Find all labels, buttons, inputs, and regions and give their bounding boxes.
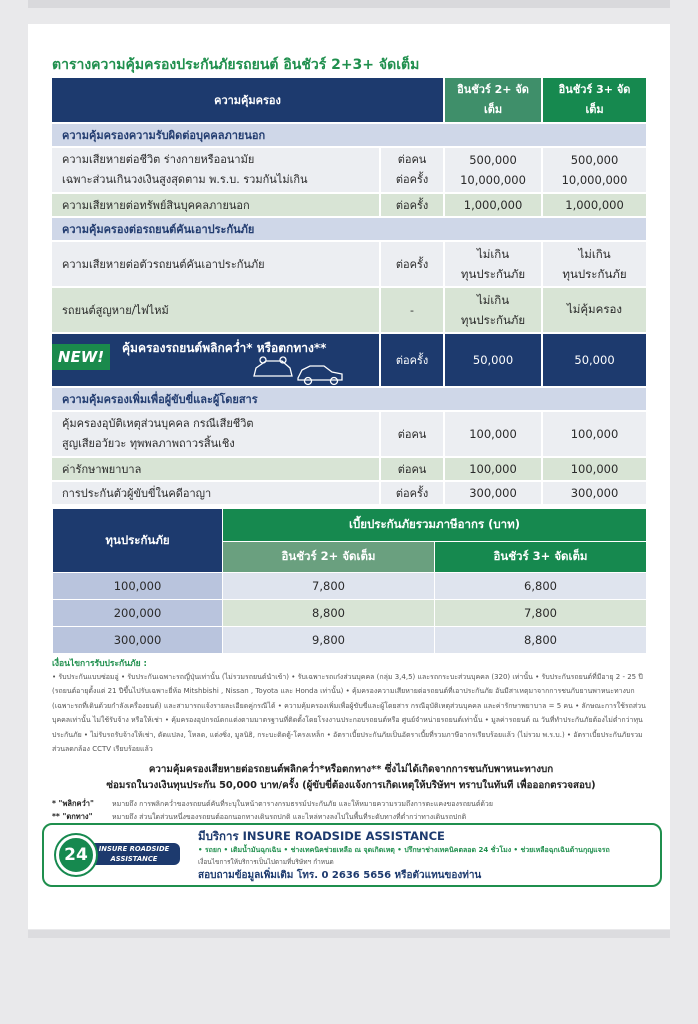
row-plan3-value: 100,000 — [542, 411, 646, 457]
definition-off-road — [52, 811, 466, 823]
section-own-car-title: ความคุ้มครองต่อรถยนต์คันเอาประกันภัย — [52, 217, 646, 241]
row-unit: ต่อครั้ง — [380, 481, 444, 505]
premium-plan3-value: 8,800 — [435, 627, 647, 654]
new-coverage-unit: ต่อครั้ง — [380, 333, 444, 387]
roadside-assistance-logo — [56, 835, 182, 873]
coverage-header-row — [52, 78, 646, 123]
overturned-car-icon — [252, 356, 348, 386]
row-label: การประกันตัวผู้ขับขี่ในคดีอาญา — [52, 481, 380, 505]
row-plan2-value: ไม่เกิน ทุนประกันภัย — [444, 287, 542, 333]
definition-text: หมายถึง ส่วนใดส่วนหนึ่งของรถยนต์ออกนอกทางเดินรถปกติ และไหล่ทางลงไปในพื้นที่ระดับทางที่ต่ำกว่าทางเดินรถปกติ — [112, 813, 467, 821]
premium-plan2-value: 8,800 — [223, 600, 435, 627]
row-plan3-value: ไม่เกิน ทุนประกันภัย — [542, 241, 646, 287]
section-driver-passenger-title: ความคุ้มครองเพิ่มเพื่อผู้ขับขี่และผู้โดยสาร — [52, 387, 646, 411]
rollover-note-line2: ซ่อมรถในวงเงินทุนประกัน 50,000 บาท/ครั้ง (ผู้ขับขี่ต้องแจ้งการเกิดเหตุให้บริษัทฯ ทราบในทันที เพื่อออกตรวจสอบ) — [106, 780, 596, 791]
row-plan3-value: 300,000 — [542, 481, 646, 505]
premium-plan2-value: 9,800 — [223, 627, 435, 654]
table-row — [52, 241, 646, 287]
definition-text: หมายถึง การพลิกคว่ำของรถยนต์คันที่ระบุในหน้าตารางกรมธรรม์ประกันภัย และให้หมายความรวมถึงการตะแคงของรถยนต์ด้วย — [112, 800, 493, 808]
table-row — [52, 457, 646, 481]
premium-plan2-header: อินชัวร์ 2+ จัดเต็ม — [223, 542, 435, 573]
table-row — [52, 147, 646, 193]
sum-insured-value: 100,000 — [53, 573, 223, 600]
row-plan3-value: 500,000 10,000,000 — [542, 147, 646, 193]
row-plan2-value: 100,000 — [444, 457, 542, 481]
sum-insured-header: ทุนประกันภัย — [53, 509, 223, 573]
row-label: คุ้มครองอุบัติเหตุส่วนบุคคล กรณีเสียชีวิต สูญเสียอวัยวะ ทุพพลภาพถาวรสิ้นเชิง — [52, 411, 380, 457]
plan2-header: อินชัวร์ 2+ จัดเต็ม — [444, 78, 542, 123]
rollover-note — [52, 762, 650, 794]
new-coverage-row — [52, 333, 646, 387]
table-row — [52, 411, 646, 457]
conditions-title: เงื่อนไขการรับประกันภัย : — [52, 659, 147, 669]
page-title: ตารางความคุ้มครองประกันภัยรถยนต์ อินชัวร์ 2+3+ จัดเต็ม — [52, 57, 420, 73]
new-badge: NEW! — [52, 344, 110, 370]
row-plan3-value: 100,000 — [542, 457, 646, 481]
new-coverage-plan2: 50,000 — [444, 333, 542, 387]
bottom-divider — [28, 930, 670, 938]
row-label: ค่ารักษาพยาบาล — [52, 457, 380, 481]
table-row — [52, 287, 646, 333]
row-plan3-value: ไม่คุ้มครอง — [542, 287, 646, 333]
coverage-header: ความคุ้มครอง — [52, 78, 444, 123]
row-plan2-value: 1,000,000 — [444, 193, 542, 217]
rsa-contact: สอบถามข้อมูลเพิ่มเติม โทร. 0 2636 5656 หรือตัวแทนของท่าน — [198, 870, 482, 881]
row-unit: ต่อครั้ง — [380, 241, 444, 287]
premium-plan3-value: 7,800 — [435, 600, 647, 627]
premium-plan3-value: 6,800 — [435, 573, 647, 600]
table-row — [53, 627, 647, 654]
table-row — [53, 573, 647, 600]
premium-plan2-value: 7,800 — [223, 573, 435, 600]
premium-table — [52, 508, 647, 654]
row-unit: - — [380, 287, 444, 333]
brochure-page — [28, 24, 670, 929]
definition-rollover — [52, 798, 493, 810]
definition-term: * "พลิกคว่ำ" — [52, 799, 94, 808]
row-unit: ต่อคน — [380, 457, 444, 481]
section-third-party-title: ความคุ้มครองความรับผิดต่อบุคคลภายนอก — [52, 123, 646, 147]
coverage-table — [52, 78, 646, 506]
rollover-note-line1: ความคุ้มครองเสียหายต่อรถยนต์พลิกคว่ำ*หรือตกทาง** ซึ่งไม่ได้เกิดจากการชนกับพาหนะทางบก — [148, 764, 554, 775]
row-label: ความเสียหายต่อตัวรถยนต์คันเอาประกันภัย — [52, 241, 380, 287]
new-coverage-title: คุ้มครองรถยนต์พลิกคว่ำ* หรือตกทาง** — [122, 341, 327, 355]
rsa-headline: มีบริการ INSURE ROADSIDE ASSISTANCE — [198, 829, 445, 843]
row-unit: ต่อคน — [380, 411, 444, 457]
row-plan2-value: ไม่เกิน ทุนประกันภัย — [444, 241, 542, 287]
row-plan2-value: 500,000 10,000,000 — [444, 147, 542, 193]
sum-insured-value: 300,000 — [53, 627, 223, 654]
table-row — [52, 193, 646, 217]
24-hour-icon: 24 — [56, 835, 96, 875]
top-divider — [28, 0, 670, 8]
new-coverage-cell — [52, 333, 380, 387]
row-label: รถยนต์สูญหาย/ไฟไหม้ — [52, 287, 380, 333]
sum-insured-value: 200,000 — [53, 600, 223, 627]
new-coverage-plan3: 50,000 — [542, 333, 646, 387]
table-row — [52, 481, 646, 505]
table-row — [53, 600, 647, 627]
logo-band: INSURE ROADSIDE ASSISTANCE — [76, 843, 180, 865]
rsa-note: เงื่อนไขการให้บริการเป็นไปตามที่บริษัทฯ กำหนด — [198, 858, 334, 866]
row-unit: ต่อคน ต่อครั้ง — [380, 147, 444, 193]
row-plan2-value: 100,000 — [444, 411, 542, 457]
premium-plan3-header: อินชัวร์ 3+ จัดเต็ม — [435, 542, 647, 573]
conditions-text: • รับประกันแบบซ่อมอู่ • รับประกันเฉพาะรถญี่ปุ่นเท่านั้น (ไม่รวมรถยนต์นำเข้า) • รับเฉพาะรถเก๋งส่วนบุคคล (กลุ่ม 3,4,5) และรถกระบะส่วนบุคคล (320) เท่านั้น • รับประกันรถยนต์ที่มีอายุ 2 - 25 ปี (รถยนต์อายุตั้งแต่ 21 ปีขึ้นไปรับเฉพาะยี่ห้อ Mitshbishi , Nissan , Toyota และ Honda เท่านั้น) • คุ้มครองความเสียหายต่อรถยนต์ที่เอาประกันภัย อันมีสาเหตุมาจากการชนกับยานพาหนะทางบก (เฉพาะรถที่เดินด้วยกำลังเครื่องยนต์) และสามารถแจ้งรายละเอียดคู่กรณีได้ • ความคุ้มครองเพิ่มเพื่อผู้ขับขี่และผู้โดยสาร กรณีอุบัติเหตุส่วนบุคคล และค่ารักษาพยาบาล = 5 คน • ลักษณะการใช้รถส่วนบุคคลเท่านั้น ไม่ใช้รับจ้าง หรือให้เช่า • คุ้มครองอุปกรณ์ตกแต่งตามมาตรฐานที่ติดตั้งโดยโรงงานประกอบรถยนต์หรือ ศูนย์จำหน่ายรถยนต์เท่านั้น • มูลค่ารถยนต์ ณ วันที่ทำประกันภัยต้องไม่ต่ำกว่าทุนประกันภัย • ไม่รับรถรับจ้างให้เช่า, ดัดแปลง, โหลด, แต่งซิ่ง, มูลนิธิ, กระบะติดตู้-โครงเหล็ก • อัตราเบี้ยประกันภัยเป็นอัตราเบี้ยที่รวมภาษีอากรเรียบร้อยแล้ว (ไม่รวม พ.ร.บ.) • อัตราเบี้ยประกันภัยรวมส่วนลดกล้อง CCTV เรียบร้อยแล้ว — [52, 673, 646, 754]
row-label: ความเสียหายต่อชีวิต ร่างกายหรืออนามัย เฉพาะส่วนเกินวงเงินสูงสุดตาม พ.ร.บ. รวมกันไม่เกิน — [52, 147, 380, 193]
rsa-services: • รถยก • เติมน้ำมันฉุกเฉิน • ช่างเทคนิคช่วยเหลือ ณ จุดเกิดเหตุ • ปรึกษาช่างเทคนิคตลอด 24 ชั่วโมง • ช่วยเหลือฉุกเฉินด้านกุญแจรถ — [198, 846, 610, 854]
plan3-header: อินชัวร์ 3+ จัดเต็ม — [542, 78, 646, 123]
row-label: ความเสียหายต่อทรัพย์สินบุคคลภายนอก — [52, 193, 380, 217]
premium-group-header: เบี้ยประกันภัยรวมภาษีอากร (บาท) — [223, 509, 647, 542]
row-unit: ต่อครั้ง — [380, 193, 444, 217]
row-plan3-value: 1,000,000 — [542, 193, 646, 217]
definition-term: ** "ตกทาง" — [52, 812, 93, 821]
roadside-assistance-box — [42, 823, 662, 887]
row-plan2-value: 300,000 — [444, 481, 542, 505]
